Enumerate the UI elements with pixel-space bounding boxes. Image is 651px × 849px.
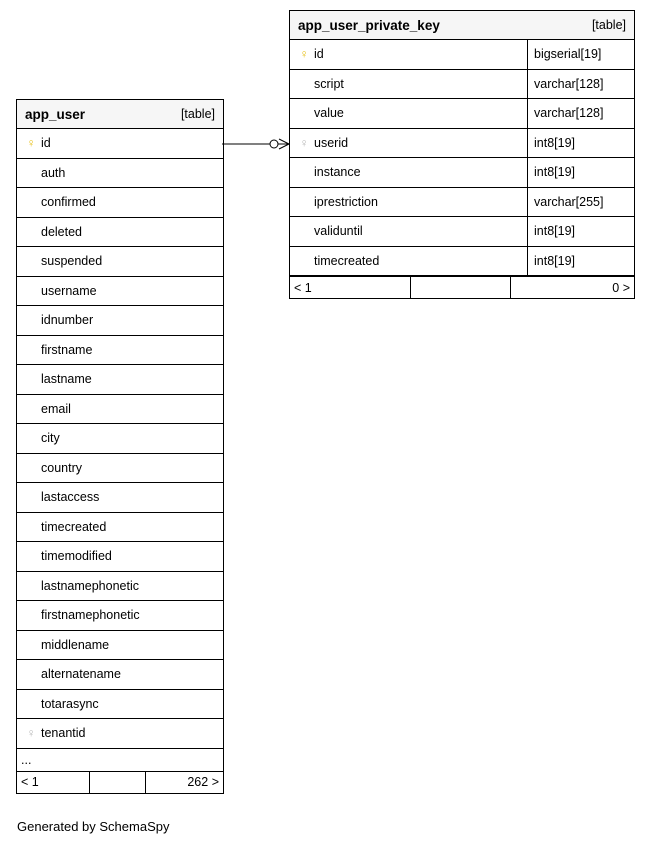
column-cell	[17, 395, 223, 424]
generated-by-label: Generated by SchemaSpy	[17, 819, 170, 834]
primary-key-icon: ♀	[299, 47, 309, 62]
column-cell	[17, 542, 223, 571]
relationship-connector	[222, 128, 294, 168]
column-name: firstname	[41, 342, 93, 357]
table-row[interactable]	[17, 395, 223, 425]
table-row[interactable]	[17, 719, 223, 749]
column-name: country	[41, 460, 82, 475]
column-cell	[290, 70, 527, 99]
footer-middle	[410, 277, 510, 298]
table-row[interactable]	[17, 660, 223, 690]
table-row[interactable]	[17, 336, 223, 366]
column-cell	[17, 719, 223, 748]
column-cell	[17, 247, 223, 276]
table-app-user-title: app_user	[25, 106, 86, 122]
column-name: alternatename	[41, 667, 121, 682]
column-cell	[17, 513, 223, 542]
column-cell	[17, 277, 223, 306]
table-row[interactable]	[17, 513, 223, 543]
table-row[interactable]	[17, 454, 223, 484]
table-row[interactable]	[290, 217, 634, 247]
column-cell	[290, 129, 527, 158]
column-name: middlename	[41, 637, 110, 652]
primary-key-icon: ♀	[26, 136, 36, 151]
footer-prev[interactable]: < 1	[21, 775, 39, 789]
table-row[interactable]	[290, 129, 634, 159]
column-type: int8[19]	[527, 129, 634, 158]
table-app-user-private-key-kind: [table]	[591, 18, 626, 32]
column-name: lastaccess	[41, 490, 100, 505]
column-cell	[17, 660, 223, 689]
column-name: timecreated	[314, 253, 380, 268]
column-name: iprestriction	[314, 194, 378, 209]
table-row[interactable]	[17, 631, 223, 661]
column-cell	[290, 99, 527, 128]
column-name: instance	[314, 165, 361, 180]
footer-prev[interactable]: < 1	[294, 280, 312, 295]
table-row[interactable]	[17, 424, 223, 454]
table-row[interactable]	[17, 601, 223, 631]
foreign-key-icon: ♀	[26, 726, 36, 741]
column-name: lastname	[41, 372, 92, 387]
column-cell	[17, 454, 223, 483]
table-app-user-private-key-title: app_user_private_key	[298, 17, 440, 33]
column-name: email	[41, 401, 71, 416]
column-name: lastnamephonetic	[41, 578, 139, 593]
footer-next[interactable]: 0 >	[510, 277, 634, 298]
column-cell	[290, 217, 527, 246]
column-cell	[17, 365, 223, 394]
column-cell	[17, 218, 223, 247]
column-name: confirmed	[41, 195, 96, 210]
table-app-user-footer	[17, 771, 223, 793]
column-name: id	[41, 136, 51, 151]
column-cell	[17, 159, 223, 188]
column-name: username	[41, 283, 97, 298]
column-name: firstnamephonetic	[41, 608, 140, 623]
column-name: validuntil	[314, 224, 363, 239]
column-name: timecreated	[41, 519, 107, 534]
column-cell	[17, 601, 223, 630]
footer-next[interactable]: 262 >	[145, 772, 223, 793]
column-name: tenantid	[41, 726, 86, 741]
column-name: deleted	[41, 224, 83, 239]
column-name: userid	[314, 135, 349, 150]
table-row[interactable]	[290, 99, 634, 129]
table-app-user-private-key-header[interactable]	[290, 11, 634, 40]
column-cell	[17, 690, 223, 719]
table-app-user-private-key-footer	[290, 276, 634, 298]
column-type: bigserial[19]	[527, 40, 634, 69]
column-cell	[17, 572, 223, 601]
column-type: varchar[128]	[527, 99, 634, 128]
column-name: script	[314, 76, 344, 91]
column-type: varchar[255]	[527, 188, 634, 217]
footer-middle	[89, 772, 145, 793]
table-row[interactable]	[17, 542, 223, 572]
column-cell	[17, 188, 223, 217]
table-row[interactable]	[290, 70, 634, 100]
table-row[interactable]	[17, 129, 223, 159]
column-name: timemodified	[41, 549, 112, 564]
column-type: varchar[128]	[527, 70, 634, 99]
table-row[interactable]	[17, 159, 223, 189]
column-cell	[17, 129, 223, 158]
table-app-user-private-key[interactable]	[289, 10, 635, 299]
column-cell	[17, 336, 223, 365]
table-row[interactable]	[17, 483, 223, 513]
column-name: city	[41, 431, 60, 446]
table-row[interactable]	[290, 158, 634, 188]
foreign-key-icon: ♀	[299, 135, 309, 150]
table-row[interactable]	[290, 188, 634, 218]
more-columns-label: ...	[21, 752, 32, 767]
column-type: int8[19]	[527, 158, 634, 187]
table-row[interactable]	[17, 247, 223, 277]
table-row[interactable]	[17, 188, 223, 218]
column-cell	[290, 158, 527, 187]
column-cell	[17, 424, 223, 453]
table-row[interactable]	[290, 247, 634, 277]
table-row[interactable]	[17, 277, 223, 307]
table-app-user-header[interactable]	[17, 100, 223, 129]
table-row[interactable]	[17, 690, 223, 720]
column-cell	[290, 40, 527, 69]
column-cell	[17, 306, 223, 335]
table-row[interactable]	[17, 572, 223, 602]
column-name: idnumber	[41, 313, 94, 328]
column-cell	[290, 188, 527, 217]
column-cell	[17, 631, 223, 660]
more-columns-indicator	[17, 749, 223, 771]
column-type: int8[19]	[527, 217, 634, 246]
table-row[interactable]	[17, 218, 223, 248]
column-name: value	[314, 106, 344, 121]
table-row[interactable]	[290, 40, 634, 70]
column-name: auth	[41, 165, 66, 180]
table-row[interactable]	[17, 365, 223, 395]
column-name: id	[314, 47, 324, 62]
column-cell	[290, 247, 527, 276]
table-row[interactable]	[17, 306, 223, 336]
column-name: totarasync	[41, 696, 99, 711]
column-type: int8[19]	[527, 247, 634, 276]
table-app-user[interactable]	[16, 99, 224, 794]
column-cell	[17, 483, 223, 512]
column-name: suspended	[41, 254, 103, 269]
table-app-user-kind: [table]	[180, 107, 215, 121]
